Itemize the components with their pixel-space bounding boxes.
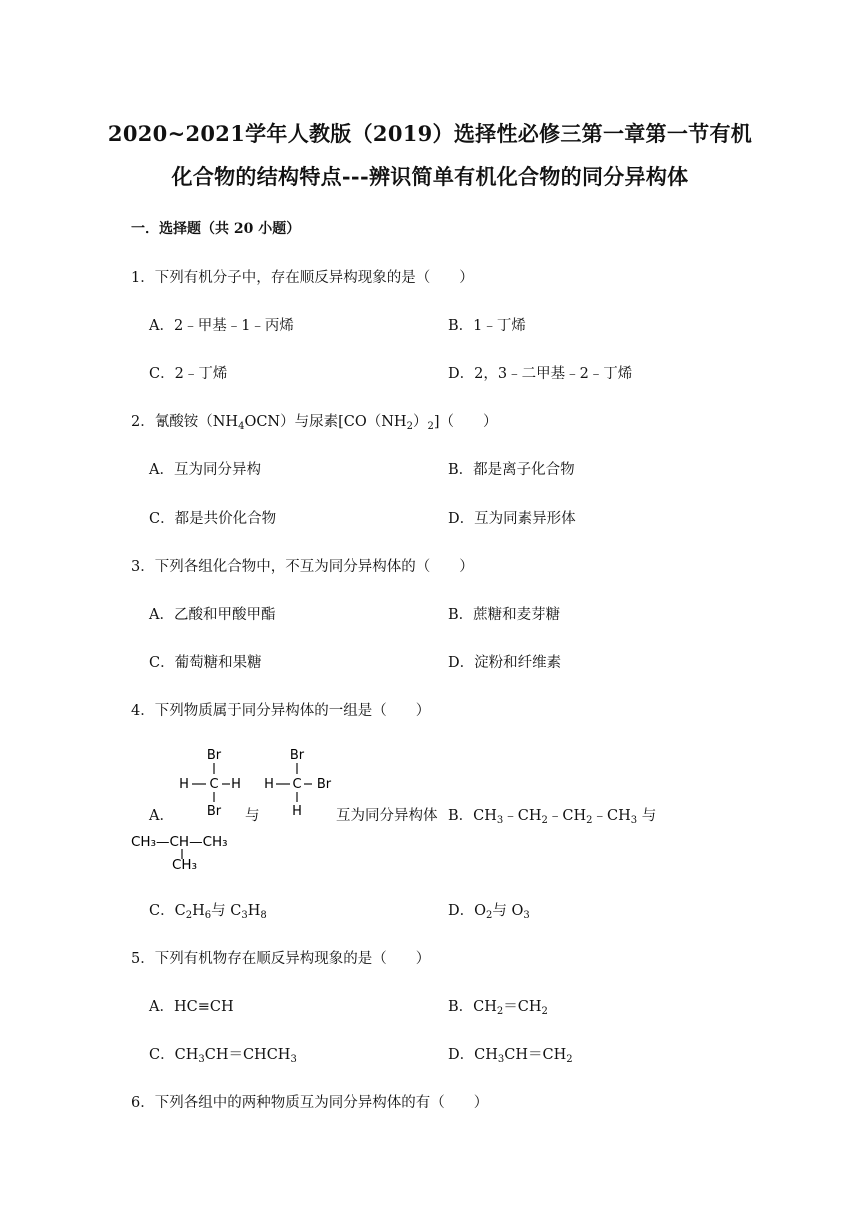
question-3-option-c: C．葡萄糖和果糖 bbox=[149, 655, 262, 671]
struct3-branch: CH₃ bbox=[172, 857, 197, 873]
question-5-option-c: C．$CH_3CH=CHCH_3$ bbox=[149, 1047, 297, 1065]
struct2-bottom-atom: H bbox=[292, 804, 302, 819]
question-3-option-b: B．蔗糖和麦芽糖 bbox=[448, 607, 561, 623]
question-1-option-b: B．1﹣丁烯 bbox=[448, 318, 526, 334]
struct1-center-atom: C bbox=[209, 777, 219, 792]
document-title-line-2: 化合物的结构特点---辨识简单有机化合物的同分异构体 bbox=[171, 164, 689, 189]
question-4-option-b: B．$CH_3﹣CH_2﹣CH_2﹣CH_3$ 与 bbox=[448, 808, 657, 826]
section-heading: 一．选择题（共 20 小题） bbox=[131, 221, 301, 237]
question-5-stem: 5．下列有机物存在顺反异构现象的是（ ） bbox=[131, 951, 431, 967]
question-3-option-d: D．淀粉和纤维素 bbox=[448, 655, 562, 671]
question-1-option-a: A．2﹣甲基﹣1﹣丙烯 bbox=[149, 318, 294, 334]
question-4-option-a-tail: 互为同分异构体 bbox=[336, 808, 438, 824]
structure-dibromomethane-1 bbox=[176, 744, 246, 828]
question-3-stem: 3．下列各组化合物中，不互为同分异构体的（ ） bbox=[131, 559, 474, 575]
question-1-stem: 1．下列有机分子中，存在顺反异构现象的是（ ） bbox=[131, 270, 474, 286]
struct2-top-atom: Br bbox=[289, 748, 305, 763]
question-4-option-a-label: A． bbox=[149, 808, 174, 824]
question-1-option-c: C．2﹣丁烯 bbox=[149, 366, 228, 382]
question-2-option-a: A．互为同分异构 bbox=[149, 462, 261, 478]
struct1-top-atom: Br bbox=[206, 748, 222, 763]
struct1-bottom-atom: Br bbox=[206, 804, 222, 819]
struct3-main-chain: CH₃—CH—CH₃ bbox=[131, 834, 228, 850]
struct2-right-atom: Br bbox=[316, 777, 332, 792]
question-5-option-b: B．$CH_2=CH_2$ bbox=[448, 999, 548, 1017]
struct1-right-atom: H bbox=[231, 777, 241, 792]
question-5-option-d: D．$CH_3CH=CH_2$ bbox=[448, 1047, 573, 1065]
structure-dibromomethane-2 bbox=[264, 744, 340, 828]
question-5-option-a: A．HC≡CH bbox=[149, 999, 234, 1015]
document-title-line-1: 2020~2021学年人教版（2019）选择性必修三第一章第一节有机 bbox=[107, 121, 753, 146]
structure-isobutane bbox=[131, 829, 241, 877]
question-2-option-b: B．都是离子化合物 bbox=[448, 462, 575, 478]
question-2-option-d: D．互为同素异形体 bbox=[448, 511, 576, 527]
struct2-center-atom: C bbox=[292, 777, 302, 792]
question-4-option-a-and: 与 bbox=[245, 808, 260, 824]
question-6-stem: 6．下列各组中的两种物质互为同分异构体的有（ ） bbox=[131, 1095, 489, 1111]
question-4-option-d: D．$O_2$与 $O_3$ bbox=[448, 903, 530, 921]
question-2-option-c: C．都是共价化合物 bbox=[149, 511, 277, 527]
question-4-stem: 4．下列物质属于同分异构体的一组是（ ） bbox=[131, 703, 431, 719]
struct1-left-atom: H bbox=[179, 777, 189, 792]
question-2-stem: 2．氰酸铵$(NH_4OCN)$与尿素$[CO(NH_2)_2]$（ ） bbox=[131, 414, 498, 432]
question-4-option-c: C．$C_2H_6$与 $C_3H_8$ bbox=[149, 903, 267, 921]
struct2-left-atom: H bbox=[264, 777, 274, 792]
question-3-option-a: A．乙酸和甲酸甲酯 bbox=[149, 607, 276, 623]
question-1-option-d: D．2，3﹣二甲基﹣2﹣丁烯 bbox=[448, 366, 633, 382]
